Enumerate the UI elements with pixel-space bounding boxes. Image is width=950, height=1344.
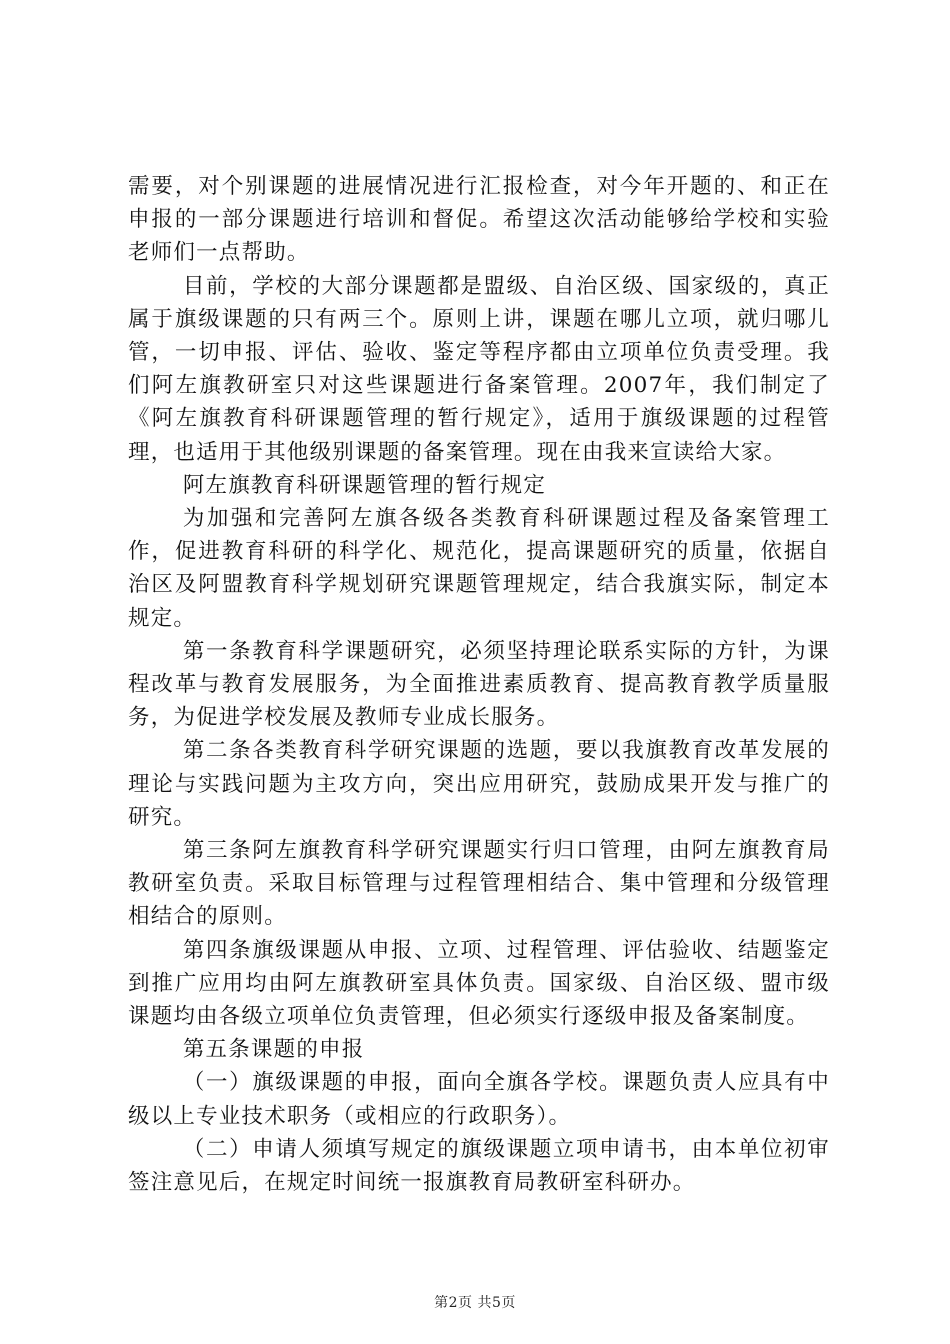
document-body (128, 170, 830, 1199)
article-2: 第二条各类教育科学研究课题的选题，要以我旗教育改革发展的理论与实践问题为主攻方向，突出应用研究，鼓励成果开发与推广的研究。 (128, 738, 830, 830)
article-1: 第一条教育科学课题研究，必须坚持理论联系实际的方针，为课程改革与教育发展服务，为全面推进素质教育、提高教育教学质量服务，为促进学校发展及教师专业成长服务。 (128, 638, 830, 731)
article-3: 第三条阿左旗教育科学研究课题实行归口管理，由阿左旗教育局教研室负责。采取目标管理与过程管理相结合、集中管理和分级管理相结合的原则。 (128, 838, 830, 930)
paragraph-1: 需要，对个别课题的进展情况进行汇报检查，对今年开题的、和正在申报的一部分课题进行培训和督促。希望这次活动能够给学校和实验老师们一点帮助。 (128, 174, 830, 266)
article-4: 第四条旗级课题从申报、立项、过程管理、评估验收、结题鉴定到推广应用均由阿左旗教研室具体负责。国家级、自治区级、盟市级课题均由各级立项单位负责管理，但必须实行逐级申报及备案制度。 (128, 937, 830, 1030)
article-5-item-2: （二）申请人须填写规定的旗级课题立项申请书，由本单位初审签注意见后，在规定时间统一报旗教育局教研室科研办。 (128, 1136, 830, 1196)
article-5-item-1: （一）旗级课题的申报，面向全旗各学校。课题负责人应具有中级以上专业技术职务（或相应的行政职务）。 (128, 1070, 830, 1129)
page-footer: 第2页 共5页 (434, 1295, 516, 1311)
article-5-heading: 第五条课题的申报 (182, 1037, 365, 1063)
paragraph-2: 目前，学校的大部分课题都是盟级、自治区级、国家级的，真正属于旗级课题的只有两三个。原则上讲，课题在哪儿立项，就归哪儿管，一切申报、评估、验收、鉴定等程序都由立项单位负责受理。我们阿左旗教研室只对这些课题进行备案管理。2007年，我们制定了《阿左旗教育科研课题管理的暂行规定》，适用于旗级课题的过程管理，也适用于其他级别课题的备案管理。现在由我来宣读给大家。 (128, 273, 830, 465)
paragraph-preamble: 为加强和完善阿左旗各级各类教育科研课题过程及备案管理工作，促进教育科研的科学化、规范化，提高课题研究的质量，依据自治区及阿盟教育科学规划研究课题管理规定，结合我旗实际，制定本规定。 (128, 506, 830, 631)
regulation-title: 阿左旗教育科研课题管理的暂行规定 (182, 472, 547, 498)
